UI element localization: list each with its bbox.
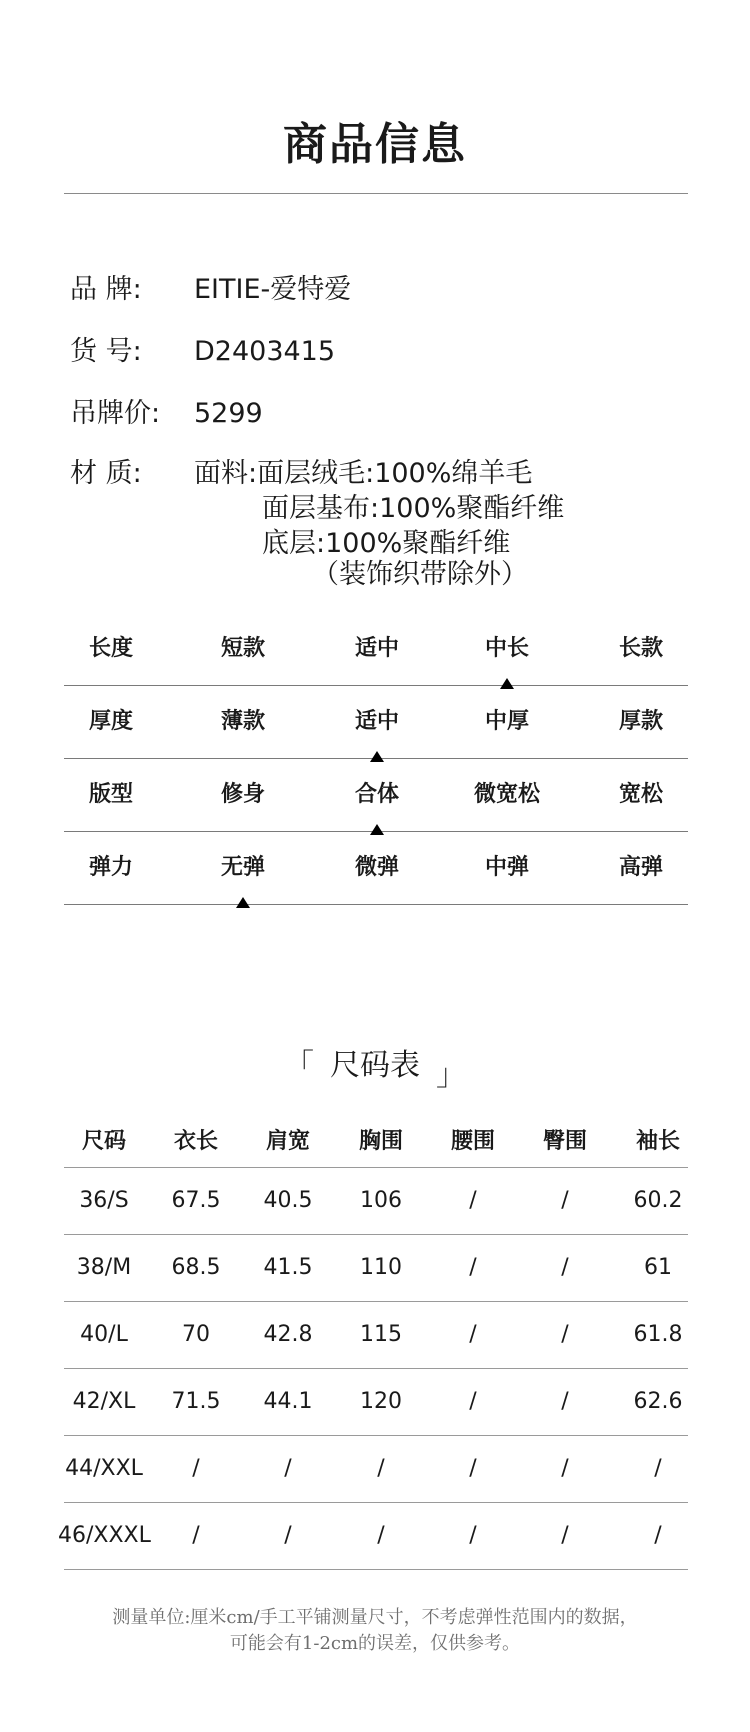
attribute-option: 适中 <box>354 636 399 661</box>
size-cell: / <box>561 1188 569 1213</box>
size-cell: 40.5 <box>263 1188 313 1213</box>
size-cell: 67.5 <box>171 1188 221 1213</box>
size-cell: / <box>654 1456 662 1481</box>
size-chart-title <box>0 1040 750 1093</box>
brand-label: 品 牌: <box>70 274 142 305</box>
attribute-option: 长款 <box>618 636 663 661</box>
price-label: 吊牌价: <box>70 398 161 429</box>
size-table-row <box>64 1168 688 1235</box>
size-cell: 61.8 <box>633 1322 683 1347</box>
size-table-header <box>64 1116 688 1168</box>
size-table <box>58 1116 688 1570</box>
size-cell: 71.5 <box>171 1389 221 1414</box>
attribute-row <box>64 686 688 759</box>
selected-marker-icon <box>236 897 250 908</box>
size-cell: / <box>284 1456 292 1481</box>
size-cell: / <box>561 1255 569 1280</box>
sku-label: 货 号: <box>70 336 142 367</box>
brand-value: EITIE-爱特爱 <box>194 274 352 305</box>
material-line: 底层:100%聚酯纤维 <box>262 528 511 559</box>
attribute-option: 中弹 <box>484 855 529 880</box>
size-cell: 46/XXXL <box>58 1523 151 1548</box>
attribute-label: 版型 <box>88 782 133 807</box>
attribute-option: 短款 <box>220 636 265 661</box>
size-cell: / <box>561 1322 569 1347</box>
attribute-option: 厚款 <box>618 709 663 734</box>
attribute-option: 合体 <box>315 777 439 808</box>
attribute-option: 中长 <box>445 631 569 662</box>
size-table-row <box>58 1503 688 1570</box>
size-cell: / <box>561 1389 569 1414</box>
size-column-header: 尺码 <box>81 1129 126 1154</box>
attribute-option: 宽松 <box>618 782 663 807</box>
size-column-header: 肩宽 <box>265 1129 310 1154</box>
material-line: 面料:面层绒毛:100%绵羊毛 <box>194 458 533 489</box>
size-cell: / <box>561 1523 569 1548</box>
size-column-header: 臀围 <box>542 1129 587 1154</box>
size-cell: / <box>654 1523 662 1548</box>
size-cell: 62.6 <box>633 1389 683 1414</box>
size-cell: / <box>561 1456 569 1481</box>
size-cell: 110 <box>360 1255 402 1280</box>
attribute-label: 弹力 <box>88 855 133 880</box>
size-cell: / <box>469 1322 477 1347</box>
attribute-label: 长度 <box>88 636 133 661</box>
size-cell: / <box>469 1255 477 1280</box>
size-cell: 70 <box>182 1322 210 1347</box>
size-cell: 42/XL <box>72 1389 136 1414</box>
size-cell: / <box>377 1456 385 1481</box>
size-cell: 42.8 <box>263 1322 313 1347</box>
size-cell: 68.5 <box>171 1255 221 1280</box>
attribute-option: 修身 <box>220 782 265 807</box>
footnote-line-2: 可能会有1-2cm的误差，仅供参考。 <box>229 1633 521 1654</box>
attribute-row <box>64 832 688 905</box>
size-column-header: 衣长 <box>173 1129 218 1154</box>
material-line: （装饰织带除外） <box>312 559 528 590</box>
size-table-row <box>64 1369 688 1436</box>
size-table-row <box>64 1436 688 1503</box>
material-line: 面层基布:100%聚酯纤维 <box>262 493 565 524</box>
size-cell: 120 <box>360 1389 402 1414</box>
size-cell: / <box>469 1456 477 1481</box>
size-cell: 60.2 <box>633 1188 683 1213</box>
attribute-option: 微弹 <box>354 855 399 880</box>
size-cell: / <box>284 1523 292 1548</box>
attribute-option: 高弹 <box>618 855 663 880</box>
size-column-header: 袖长 <box>635 1129 680 1154</box>
size-cell: 61 <box>644 1255 672 1280</box>
attribute-label: 厚度 <box>88 709 133 734</box>
page-title: 商品信息 <box>283 119 467 170</box>
size-chart-title-text: 尺码表 <box>330 1048 420 1083</box>
size-cell: 36/S <box>79 1188 129 1213</box>
size-cell: / <box>192 1523 200 1548</box>
attribute-option: 适中 <box>315 704 439 735</box>
size-cell: / <box>469 1188 477 1213</box>
size-cell: 106 <box>360 1188 402 1213</box>
size-cell: / <box>469 1389 477 1414</box>
title-bracket-close: 」 <box>436 1058 466 1093</box>
attribute-row <box>64 613 688 686</box>
size-cell: / <box>377 1523 385 1548</box>
title-divider <box>64 193 688 194</box>
size-cell: 38/M <box>76 1255 132 1280</box>
size-cell: 44.1 <box>263 1389 313 1414</box>
attribute-option: 薄款 <box>220 709 265 734</box>
material-label: 材 质: <box>70 458 142 489</box>
sku-value: D2403415 <box>194 336 336 367</box>
size-cell: / <box>469 1523 477 1548</box>
size-cell: 40/L <box>80 1322 128 1347</box>
attribute-row <box>64 759 688 832</box>
size-table-row <box>64 1235 688 1302</box>
footnote-line-1: 测量单位:厘米cm/手工平铺测量尺寸，不考虑弹性范围内的数据， <box>112 1607 638 1628</box>
size-cell: 41.5 <box>263 1255 313 1280</box>
size-cell: 115 <box>360 1322 402 1347</box>
price-value: 5299 <box>194 398 263 429</box>
size-column-header: 胸围 <box>358 1129 403 1154</box>
size-column-header: 腰围 <box>450 1129 495 1154</box>
attribute-option: 微宽松 <box>473 782 540 807</box>
attribute-option: 中厚 <box>484 709 529 734</box>
size-cell: / <box>192 1456 200 1481</box>
title-bracket-open: 「 <box>284 1048 314 1083</box>
attribute-option: 无弹 <box>181 850 305 881</box>
size-table-row <box>64 1302 688 1369</box>
size-cell: 44/XXL <box>65 1456 143 1481</box>
